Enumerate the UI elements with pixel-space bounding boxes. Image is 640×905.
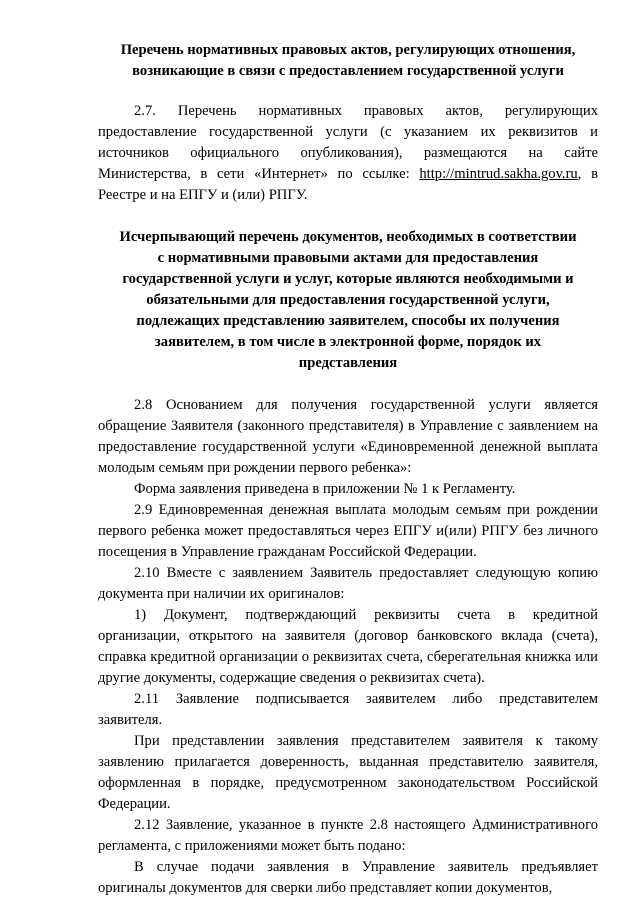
section-heading-documents-list: Исчерпывающий перечень документов, необходимых в соответствии с нормативными правовыми актами для предоставления государственной услуги и услуг, которые являются необходимыми и обязательными для предоставления государственной услуги, подлежащих представлению заявителем, способы их получения заявителем, в том числе в электронной форме, порядок их представления xyxy=(119,229,577,371)
paragraph-2-7 xyxy=(98,101,598,206)
paragraph-2-10: 2.10 Вместе с заявлением Заявитель предоставляет следующую копию документа при наличии их оригиналов: xyxy=(98,565,598,602)
paragraph-document-item-1: 1) Документ, подтверждающий реквизиты счета в кредитной организации, открытого на заявителя (договор банковского вклада (счета), справка кредитной организации о реквизитах счета, сберегательная книжка или другие документы, содержащие сведения о реквизитах счета). xyxy=(98,607,598,686)
paragraph-2-12: 2.12 Заявление, указанное в пункте 2.8 настоящего Административного регламента, с приложениями может быть подано: xyxy=(98,817,598,854)
paragraph-representative: При представлении заявления представителем заявителя к такому заявлению прилагается доверенность, выданная представителю заявителя, оформленная в порядке, предусмотренном законодательством Российской Федерации. xyxy=(98,733,598,812)
ministry-site-link[interactable]: http://mintrud.sakha.gov.ru xyxy=(419,166,578,182)
paragraph-2-8: 2.8 Основанием для получения государственной услуги является обращение Заявителя (законного представителя) в Управление с заявлением на предоставление государственной услуги «Единовременной денежной выплата молодым семьям при рождении первого ребенка»: xyxy=(98,397,598,476)
paragraph-2-7-text: 2.7. Перечень нормативных правовых актов, регулирующих предоставление государственной услуги (с указанием их реквизитов и источников официального опубликования), размещаются на сайте Министерства, в сети «Интернет» по ссылке: xyxy=(98,103,598,182)
paragraph-submission: В случае подачи заявления в Управление заявитель предъявляет оригиналы документов для сверки либо представляет копии документов, xyxy=(98,859,598,896)
paragraph-2-7-tail: , в Реестре и на ЕПГУ и (или) РПГУ. xyxy=(98,166,598,203)
paragraph-2-9: 2.9 Единовременная денежная выплата молодым семьям при рождении первого ребенка может предоставляться через ЕПГУ и(или) РПГУ без личного посещения в Управление гражданам Российской Федерации. xyxy=(98,502,598,560)
section-heading-regulatory-acts: Перечень нормативных правовых актов, регулирующих отношения, возникающие в связи с предоставлением государственной услуги xyxy=(120,42,576,79)
paragraph-2-11: 2.11 Заявление подписывается заявителем либо представителем заявителя. xyxy=(98,691,598,728)
paragraph-application-form: Форма заявления приведена в приложении № 1 к Регламенту. xyxy=(134,481,516,497)
